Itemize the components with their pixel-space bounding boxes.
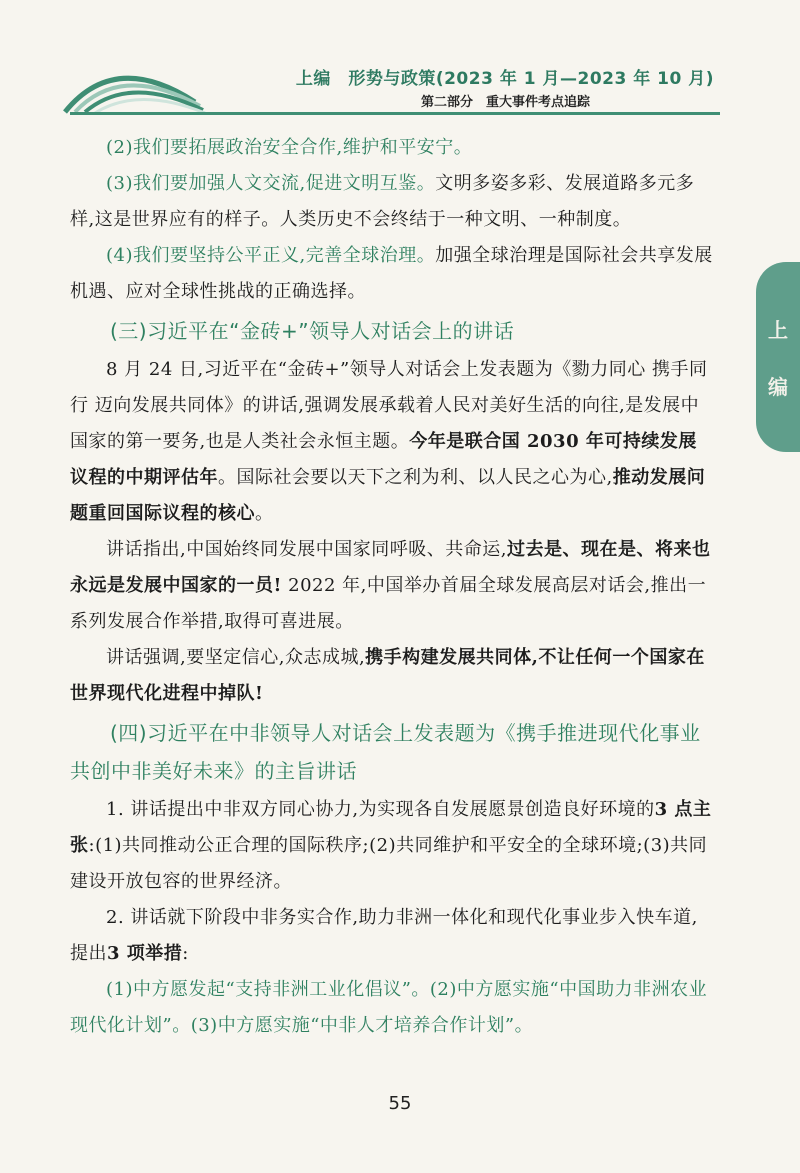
item-1-bold: 3 点主张: [70, 799, 712, 856]
points-text-a: 讲话指出,中国始终同发展中国家同呼吸、共命运,: [106, 539, 507, 560]
brics-text-bold-1: 今年是联合国 2030 年可持续发展议程的中期评估年: [70, 431, 697, 488]
section-heading-3: (三)习近平在“金砖+”领导人对话会上的讲话: [110, 319, 515, 343]
point-4-text: 加强全球治理是国际社会共享发展机遇、应对全球性挑战的正确选择。: [70, 245, 713, 302]
item-1-text-c: :(1)共同推动公正合理的国际秩序;(2)共同维护和平安全的全球环境;(3)共同建设开放包容的世界经济。: [70, 835, 708, 892]
brics-text-e: 。: [255, 503, 274, 524]
paragraph-speech-points: [70, 532, 715, 640]
paragraph-point-3: [70, 166, 715, 238]
page-number: 55: [388, 1093, 412, 1114]
item-1-text-a: 1. 讲话提出中非双方同心协力,为实现各自发展愿景创造良好环境的: [106, 799, 655, 820]
brics-text-bold-2: 推动发展问题重回国际议程的核心: [70, 467, 706, 524]
brics-text-c: 。国际社会要以天下之利为利、以人民之心为心,: [218, 467, 613, 488]
item-2-bold: 3 项举措: [107, 943, 183, 964]
header-arc-logo: [60, 40, 210, 115]
side-section-tab: [756, 262, 800, 452]
page-header: [0, 0, 800, 125]
brics-text-a: 8 月 24 日,习近平在“金砖+”领导人对话会上发表题为《勠力同心 携手同行 迈向发展共同体》的讲话,强调发展承载着人民对美好生活的向往,是发展中国家的第一要务,也是人类社会永恒主题。: [70, 359, 708, 452]
side-tab-char-1: 上: [768, 318, 788, 342]
item-2-text-c: :: [182, 943, 189, 964]
paragraph-point-4: [70, 238, 715, 310]
header-subtitle: 第二部分 重大事件考点追踪: [420, 95, 590, 110]
point-3-text: 文明多姿多彩、发展道路多元多样,这是世界应有的样子。人类历史不会终结于一种文明、一种制度。: [70, 173, 695, 230]
paragraph-point-2: (2)我们要拓展政治安全合作,维护和平安宁。: [106, 137, 473, 158]
emphasis-text-a: 讲话强调,要坚定信心,众志成城,: [106, 647, 366, 668]
paragraph-speech-emphasis: [70, 640, 715, 712]
point-3-lead: (3)我们要加强人文交流,促进文明互鉴。: [106, 173, 436, 194]
paragraph-item-1: [70, 792, 715, 900]
side-tab-char-2: 编: [768, 375, 788, 399]
page-body: [70, 130, 715, 1044]
paragraph-item-2: [70, 900, 715, 972]
point-4-lead: (4)我们要坚持公平正义,完善全球治理。: [106, 245, 436, 266]
paragraph-measures: (1)中方愿发起“支持非洲工业化倡议”。(2)中方愿实施“中国助力非洲农业现代化计划”。(3)中方愿实施“中非人才培养合作计划”。: [70, 979, 708, 1036]
points-text-bold: 过去是、现在是、将来也永远是发展中国家的一员!: [70, 539, 711, 596]
emphasis-text-bold: 携手构建发展共同体,不让任何一个国家在世界现代化进程中掉队!: [70, 647, 705, 704]
paragraph-brics-speech: [70, 352, 715, 532]
section-heading-4: (四)习近平在中非领导人对话会上发表题为《携手推进现代化事业 共创中非美好未来》的主旨讲话: [70, 721, 701, 783]
header-title: 上编 形势与政策(2023 年 1 月—2023 年 10 月): [295, 69, 714, 89]
header-rule: [70, 112, 720, 115]
points-text-c: 2022 年,中国举办首届全球发展高层对话会,推出一系列发展合作举措,取得可喜进展。: [70, 575, 707, 632]
item-2-text-a: 2. 讲话就下阶段中非务实合作,助力非洲一体化和现代化事业步入快车道,提出: [70, 907, 698, 964]
